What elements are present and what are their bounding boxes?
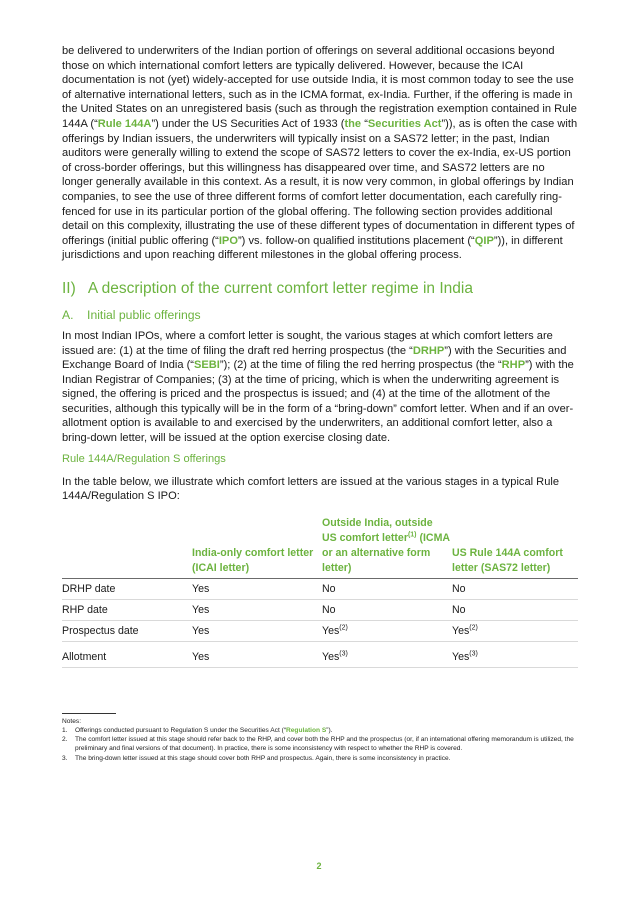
defined-term-sebi: SEBI: [193, 359, 220, 372]
cell-value: Yes: [322, 650, 340, 663]
table-intro: In the table below, we illustrate which comfort letters are issued at the various stages in a typical Rule 144A/Regulation S IPO:: [62, 475, 560, 503]
defined-term-the: the: [344, 117, 362, 130]
cell-india: Yes: [192, 599, 322, 620]
footnote-ref: (1): [407, 531, 417, 539]
text-run: ”).: [326, 727, 333, 735]
footnote-number: 1.: [62, 727, 68, 735]
table-row: [62, 620, 578, 641]
cell-value: No: [322, 582, 336, 595]
defined-term-rule-144a: Rule 144A: [97, 117, 152, 130]
footnote-text: [75, 726, 333, 735]
table-header-row: [62, 516, 578, 579]
defined-term-rhp: RHP: [501, 359, 526, 372]
cell-value: Yes: [322, 624, 340, 637]
header-text: (ICMA or an alternative form letter): [322, 531, 450, 574]
cell-us: [452, 641, 578, 667]
defined-term-regulation-s: Regulation S: [286, 727, 327, 735]
text-run: ”)), as is often the case with offerings by Indian issuers, the underwriters will typically insist on a SAS72 letter; in the past, Indian auditors were generally willing to extend the scope of SAS72 letters to cover the ex-India, ex-US portion of cross-border offerings, but this willingness has disappeared over time, and SAS72 letters are no longer generally available in this context. As a result, it is now very common, in global offerings by Indian companies, to see the use of three different forms of comfort letter documentation, each carefully ring-fenced for use in its particular portion of the global offering. The following section provides additional detail on this complexity, illustrating the use of these different types of documentation in different types of offerings (initial public offering (“: [62, 117, 578, 247]
cell-stage: DRHP date: [62, 578, 192, 599]
footnote-ref: (2): [339, 624, 348, 632]
footnote-3: [62, 754, 578, 763]
cell-outside: [322, 620, 452, 641]
cell-value: Yes: [452, 650, 470, 663]
text-run: ”) vs. follow-on qualified institutions placement (“: [237, 234, 475, 247]
footnote-1: [62, 726, 578, 735]
footnote-divider: [62, 713, 116, 714]
cell-stage: RHP date: [62, 599, 192, 620]
header-us-letter: US Rule 144A comfort letter (SAS72 letter): [452, 516, 578, 579]
footnotes: [62, 717, 578, 763]
ipo-paragraph: [62, 329, 578, 446]
text-run: ”) under the US Securities Act of 1933 (: [151, 117, 345, 130]
text-run: Offerings conducted pursuant to Regulation S under the Securities Act (“: [75, 727, 286, 735]
section-heading: II) A description of the current comfort letter regime in India: [62, 279, 473, 297]
cell-stage: Prospectus date: [62, 620, 192, 641]
intro-paragraph: [62, 44, 578, 263]
cell-us: [452, 578, 578, 599]
cell-value: No: [452, 603, 466, 616]
text-run: ”)), in different jurisdictions and upon reaching different milestones in the global offering process.: [62, 234, 563, 262]
text-run: ”); (2) at the time of filing the red herring prospectus (the “: [219, 359, 502, 372]
notes-title: Notes:: [62, 717, 82, 725]
footnote-number: 3.: [62, 754, 68, 762]
page-content: [62, 44, 578, 763]
text-run: In most Indian IPOs, where a comfort letter is sought, the various stages at which comfort letters are issued are: (1) at the time of filing the draft red herring prospectus (the “: [62, 329, 553, 357]
text-run: “: [364, 117, 368, 130]
defined-term-qip: QIP: [474, 234, 494, 247]
cell-us: [452, 620, 578, 641]
cell-stage: Allotment: [62, 641, 192, 667]
header-india-letter: India-only comfort letter (ICAI letter): [192, 516, 322, 579]
cell-us: [452, 599, 578, 620]
text-run: ”) with the Securities and Exchange Board of India (“: [62, 344, 567, 372]
cell-value: No: [322, 603, 336, 616]
defined-term-securities-act: Securities Act: [367, 117, 442, 130]
cell-india: Yes: [192, 620, 322, 641]
cell-outside: [322, 641, 452, 667]
header-outside-letter: [322, 516, 452, 579]
cell-outside: [322, 599, 452, 620]
text-run: ”) with the Indian Registrar of Companies; (3) at the time of pricing, which is when the underwriting agreement is signed, the offering is priced and the prospectus is issued; and (4) at the time of the allotment of the securities, although this typically will be in the form of a “bring-down” comfort letter. When and if an over-allotment option is available to and exercised by the underwriters, an additional comfort letter, also a bring-down letter, will be issued at the option exercise closing date.: [62, 359, 574, 445]
cell-value: No: [452, 582, 466, 595]
footnote-ref: (3): [339, 650, 348, 658]
cell-india: Yes: [192, 641, 322, 667]
table-row: [62, 578, 578, 599]
cell-outside: [322, 578, 452, 599]
table-row: [62, 599, 578, 620]
cell-india: Yes: [192, 578, 322, 599]
footnote-text: The comfort letter issued at this stage should refer back to the RHP, and cover both the RHP and the prospectus (or, if an international offering memorandum is utilized, the preliminary and final versions of that document). In practice, there is some inconsistency with respect to whether the RHP is covered.: [75, 736, 574, 753]
footnote-text: The bring-down letter issued at this stage should cover both RHP and prospectus. Again, there is some inconsistency in practice.: [75, 754, 451, 762]
text-run: be delivered to underwriters of the Indian portion of offerings on several additional occasions beyond those on which international comfort letters are typically delivered. However, because the ICAI documentation is not (yet) widely-accepted for use outside India, it is most common today to see the use of alternative international letters, such as in the ICMA format, ex-India. Further, if the offering is made in the United States on an unregistered basis (such as through the registration exemption contained in Rule 144A (“: [62, 45, 577, 130]
comfort-letter-table: [62, 516, 578, 668]
footnote-ref: (3): [469, 650, 478, 658]
page-number: 2: [316, 861, 322, 871]
table-row: [62, 641, 578, 667]
footnote-2: [62, 735, 578, 753]
sub-sub-heading: Rule 144A/Regulation S offerings: [62, 452, 226, 465]
header-stage: [62, 516, 192, 579]
subsection-heading: A. Initial public offerings: [62, 307, 201, 322]
footnote-ref: (2): [469, 624, 478, 632]
cell-value: Yes: [452, 624, 470, 637]
defined-term-ipo: IPO: [218, 234, 238, 247]
defined-term-drhp: DRHP: [412, 344, 445, 357]
footnote-number: 2.: [62, 736, 68, 744]
header-text: Outside India, outside US comfort letter: [322, 516, 433, 544]
